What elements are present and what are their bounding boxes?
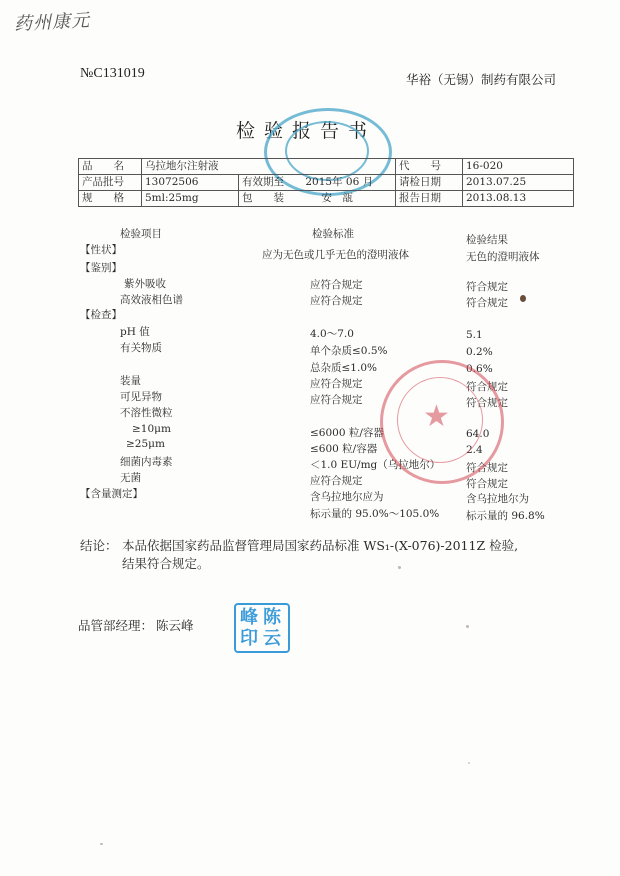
section-appearance: 【性状】 [80,244,122,256]
particles-25um-item: ≥25μm [126,438,165,450]
particles-25um-standard: ≤600 粒/容器 [310,443,378,455]
batch-label: 产品批号 [79,175,142,191]
ink-spot [468,762,470,764]
expiry-value: 2015年 06 月 [305,176,374,188]
expiry-label: 有效期至 [242,176,284,188]
filling-result: 符合规定 [466,381,508,393]
related-single-result: 0.2% [466,346,493,358]
appearance-result: 无色的澄明液体 [466,251,540,263]
uv-standard: 应符合规定 [310,279,363,291]
related-total-standard: 总杂质≤1.0% [310,362,377,374]
seal-char: 峰 [240,607,258,628]
assay-result-line1: 含乌拉地尔为 [466,493,529,505]
sterility-result: 符合规定 [466,478,508,490]
sterility-standard: 应符合规定 [310,475,363,487]
product-info-table [78,158,574,207]
spec-value: 5ml:25mg [142,191,239,207]
ph-item: pH 值 [120,326,150,338]
endotoxin-item: 细菌内毒素 [120,456,173,468]
seal-char: 云 [263,628,281,649]
table-row [79,191,574,207]
section-identification: 【鉴别】 [80,262,122,274]
conclusion-line1: 本品依据国家药品监督管理局国家药品标准 WS₁-(X-076)-2011Z 检验, [122,538,519,553]
conclusion-line2: 结果符合规定。 [122,556,210,571]
visible-item: 可见异物 [120,391,162,403]
filling-item: 装量 [120,375,141,387]
table-row [79,159,574,175]
insoluble-item: 不溶性微粒 [120,407,173,419]
sterility-item: 无菌 [120,472,141,484]
filling-standard: 应符合规定 [310,378,363,390]
code-label: 代 号 [396,159,463,175]
particles-10um-standard: ≤6000 粒/容器 [310,427,384,439]
product-value: 乌拉地尔注射液 [142,159,396,175]
hplc-standard: 应符合规定 [310,295,363,307]
related-item: 有关物质 [120,342,162,354]
request-date-label: 请检日期 [396,175,463,191]
red-quality-stamp [380,360,504,484]
spec-label: 规 格 [79,191,142,207]
code-value: 16-020 [463,159,574,175]
visible-standard: 应符合规定 [310,394,363,406]
seal-char: 陈 [263,607,281,628]
package-cell [239,191,396,207]
report-date-value: 2013.08.13 [463,191,574,207]
request-date-value: 2013.07.25 [463,175,574,191]
uv-result: 符合规定 [466,281,508,293]
endotoxin-result: 符合规定 [466,462,508,474]
assay-standard-line1: 含乌拉地尔应为 [310,491,384,503]
hplc-result: 符合规定 [466,297,508,309]
ink-spot [100,843,103,845]
package-label: 包 装 [242,192,284,204]
package-value: 安 瓿 [321,192,353,204]
particles-25um-result: 2.4 [466,444,483,456]
product-label: 品 名 [79,159,142,175]
ink-spot [520,295,526,302]
particles-10um-item: ≥10μm [132,423,171,435]
company-name: 华裕（无锡）制药有限公司 [406,72,557,87]
related-total-result: 0.6% [466,363,493,375]
star-icon: ★ [423,399,450,434]
manager-label: 品管部经理： [78,618,154,633]
ink-spot [466,625,469,628]
page-title: 检验报告书 [236,120,377,142]
uv-item: 紫外吸收 [124,278,166,290]
assay-result-line2: 标示量的 96.8% [466,510,545,522]
manager-name: 陈云峰 [156,618,194,633]
section-tests: 【检查】 [80,309,122,321]
col-header-standard: 检验标准 [312,228,354,240]
hplc-item: 高效液相色谱 [120,294,183,306]
ink-spot [398,566,401,569]
assay-standard-line2: 标示量的 95.0%～105.0% [310,508,440,520]
personal-seal [234,603,290,653]
report-number: №C131019 [80,66,145,81]
ph-standard: 4.0～7.0 [310,328,354,340]
section-assay: 【含量测定】 [80,488,143,500]
conclusion-label: 结论： [80,538,118,553]
batch-value: 13072506 [142,175,239,191]
particles-10um-result: 64.0 [466,428,490,440]
seal-char: 印 [240,628,258,649]
endotoxin-standard: ＜1.0 EU/mg（乌拉地尔） [310,459,441,471]
expiry-cell [239,175,396,191]
report-date-label: 报告日期 [396,191,463,207]
related-single-standard: 单个杂质≤0.5% [310,345,388,357]
table-row [79,175,574,191]
visible-result: 符合规定 [466,397,508,409]
appearance-standard: 应为无色或几乎无色的澄明液体 [262,249,409,261]
col-header-result: 检验结果 [466,234,508,246]
col-header-item: 检验项目 [120,228,162,240]
handwritten-note: 药州康元 [13,10,91,35]
ph-result: 5.1 [466,329,483,341]
